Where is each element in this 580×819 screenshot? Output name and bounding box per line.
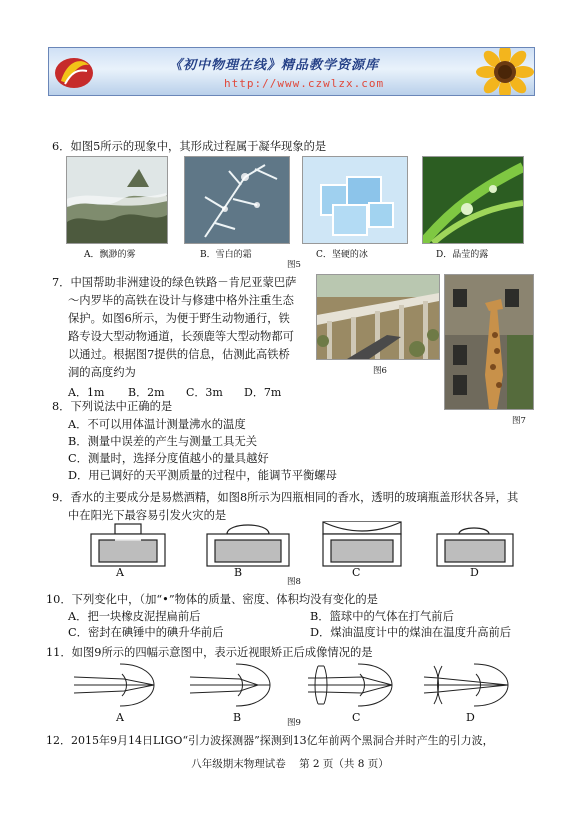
q7-option-c: C．3m (186, 386, 223, 399)
q7-line-5: 以通过。根据图7提供的信息，估测此高铁桥 (68, 348, 290, 361)
q9-label-b: B (234, 566, 243, 579)
q6-caption-d: D．晶莹的露 (436, 250, 489, 260)
q11-eye-b (190, 664, 270, 706)
q11-figure-label: 图9 (287, 718, 301, 728)
q7-option-a: A．1m (68, 386, 105, 399)
q9-bottle-b (207, 525, 289, 566)
q6-photo-fog (66, 156, 168, 244)
q9-line-2: 中在阳光下最容易引发火灾的是 (68, 509, 227, 522)
q7-option-b: B．2m (128, 386, 165, 399)
q11-eye-c (308, 664, 392, 706)
q7-line-3: 保护。如图6所示，为便于野生动物通行，铁 (68, 312, 290, 325)
q8-option-d: D．用已调好的天平测质量的过程中，能调节平衡螺母 (68, 469, 337, 482)
q7-figure7-label: 图7 (512, 416, 526, 426)
q7-photo-railway-bridge (316, 274, 440, 360)
q11-eye-diagrams (74, 662, 514, 708)
q6-caption-b: B．雪白的霜 (200, 250, 252, 260)
q7-line-6: 洞的高度约为 (68, 366, 136, 379)
q8-option-b: B．测量中误差的产生与测量工具无关 (68, 435, 258, 448)
q9-bottle-c (323, 522, 401, 566)
q9-label-c: C (352, 566, 361, 579)
q7-line-4: 路专设大型动物通道，长颈鹿等大型动物都可 (68, 330, 294, 343)
q11-label-a: A (116, 711, 124, 724)
q9-label-a: A (116, 566, 124, 579)
header-banner (48, 47, 535, 96)
q6-photo-frost (184, 156, 290, 244)
site-logo-icon (53, 51, 95, 91)
banner-title: 《初中物理在线》精品教学资源库 (169, 58, 380, 73)
q9-bottle-d (437, 528, 513, 566)
q9-label-d: D (470, 566, 479, 579)
q8-option-c: C．测量时，选择分度值越小的量具越好 (68, 452, 269, 465)
q11-label-d: D (466, 711, 475, 724)
q10-option-c: C．密封在碘锤中的碘升华前后 (68, 626, 224, 639)
q7-photo-giraffe-building (444, 274, 534, 410)
q10-option-b: B．篮球中的气体在打气前后 (310, 610, 454, 623)
q7-line-1: 7．中国帮助非洲建设的绿色铁路－肯尼亚蒙巴萨 (52, 276, 297, 289)
q9-bottles-figure (85, 520, 515, 568)
q12-stem: 12．2015年9月14日LIGO“引力波探测器”探测到13亿年前两个黑洞合并时产生的引力波， (46, 734, 494, 747)
q11-label-b: B (233, 711, 242, 724)
q9-line-1: 9．香水的主要成分是易燃酒精，如图8所示为四瓶相同的香水，透明的玻璃瓶盖形状各异，其 (52, 491, 519, 504)
q9-figure-label: 图8 (287, 577, 301, 587)
q7-option-d: D．7m (244, 386, 282, 399)
q6-photo-ice (302, 156, 408, 244)
q6-figure-label: 图5 (287, 260, 301, 270)
q10-option-a: A．把一块橡皮泥捏扁前后 (68, 610, 201, 623)
sunflower-icon (472, 47, 535, 96)
q11-stem: 11．如图9所示的四幅示意图中，表示近视眼矫正后成像情况的是 (46, 646, 373, 659)
page-footer: 八年级期末物理试卷 第 2 页（共 8 页） (191, 758, 389, 770)
q6-caption-c: C．坚硬的冰 (316, 250, 368, 260)
q10-stem: 10．下列变化中，（加“•”物体的质量、密度、体积均没有变化的是 (46, 593, 378, 606)
banner-url: http://www.czwlzx.com (224, 77, 385, 90)
q10-option-d: D．煤油温度计中的煤油在温度升高前后 (310, 626, 512, 639)
q6-photo-dew (422, 156, 524, 244)
q8-stem: 8．下列说法中正确的是 (52, 400, 173, 413)
q6-stem: 6．如图5所示的现象中，其形成过程属于凝华现象的是 (52, 140, 327, 153)
q9-bottle-a (91, 524, 165, 566)
q7-figure6-label: 图6 (373, 366, 387, 376)
q6-caption-a: A．飘渺的雾 (84, 250, 136, 260)
q7-line-2: ～内罗毕的高铁在设计与修建中格外注重生态 (68, 294, 294, 307)
q11-label-c: C (352, 711, 361, 724)
q8-option-a: A．不可以用体温计测量沸水的温度 (68, 418, 246, 431)
q11-eye-a (74, 664, 154, 706)
q11-eye-d (424, 664, 508, 706)
